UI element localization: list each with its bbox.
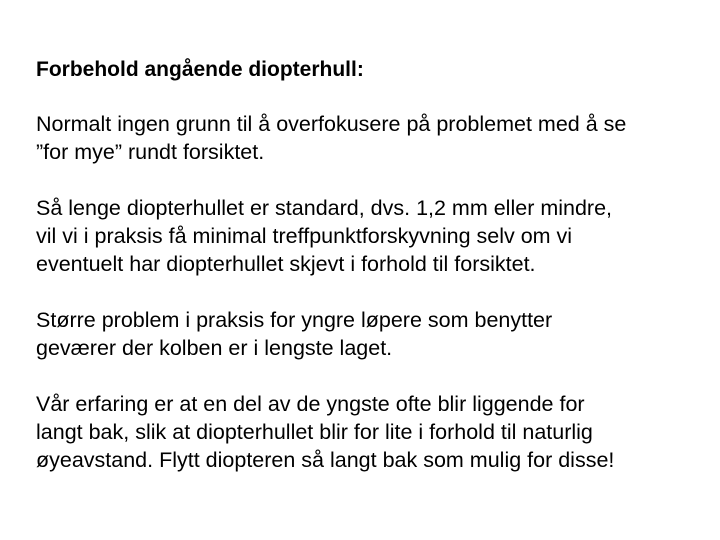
slide-content [36, 56, 706, 502]
paragraph-3 [36, 306, 706, 362]
paragraph-line: eventuelt har diopterhullet skjevt i forhold til forsiktet. [36, 252, 536, 276]
paragraph-line: Normalt ingen grunn til å overfokusere på problemet med å se [36, 112, 627, 136]
paragraph-4 [36, 390, 706, 474]
paragraph-line: ”for mye” rundt forsiktet. [36, 140, 265, 164]
paragraph-1 [36, 110, 706, 166]
paragraph-2 [36, 194, 706, 278]
slide-title: Forbehold angående diopterhull: [36, 58, 364, 81]
paragraph-line: Vår erfaring er at en del av de yngste ofte blir liggende for [36, 392, 585, 416]
paragraph-line: geværer der kolben er i lengste laget. [36, 336, 393, 360]
paragraph-line: øyeavstand. Flytt diopteren så langt bak som mulig for disse! [36, 448, 615, 472]
paragraph-line: Større problem i praksis for yngre løpere som benytter [36, 308, 553, 332]
paragraph-line: langt bak, slik at diopterhullet blir for lite i forhold til naturlig [36, 420, 593, 444]
paragraph-line: Så lenge diopterhullet er standard, dvs. 1,2 mm eller mindre, [36, 196, 613, 220]
paragraph-line: vil vi i praksis få minimal treffpunktforskyvning selv om vi [36, 224, 573, 248]
